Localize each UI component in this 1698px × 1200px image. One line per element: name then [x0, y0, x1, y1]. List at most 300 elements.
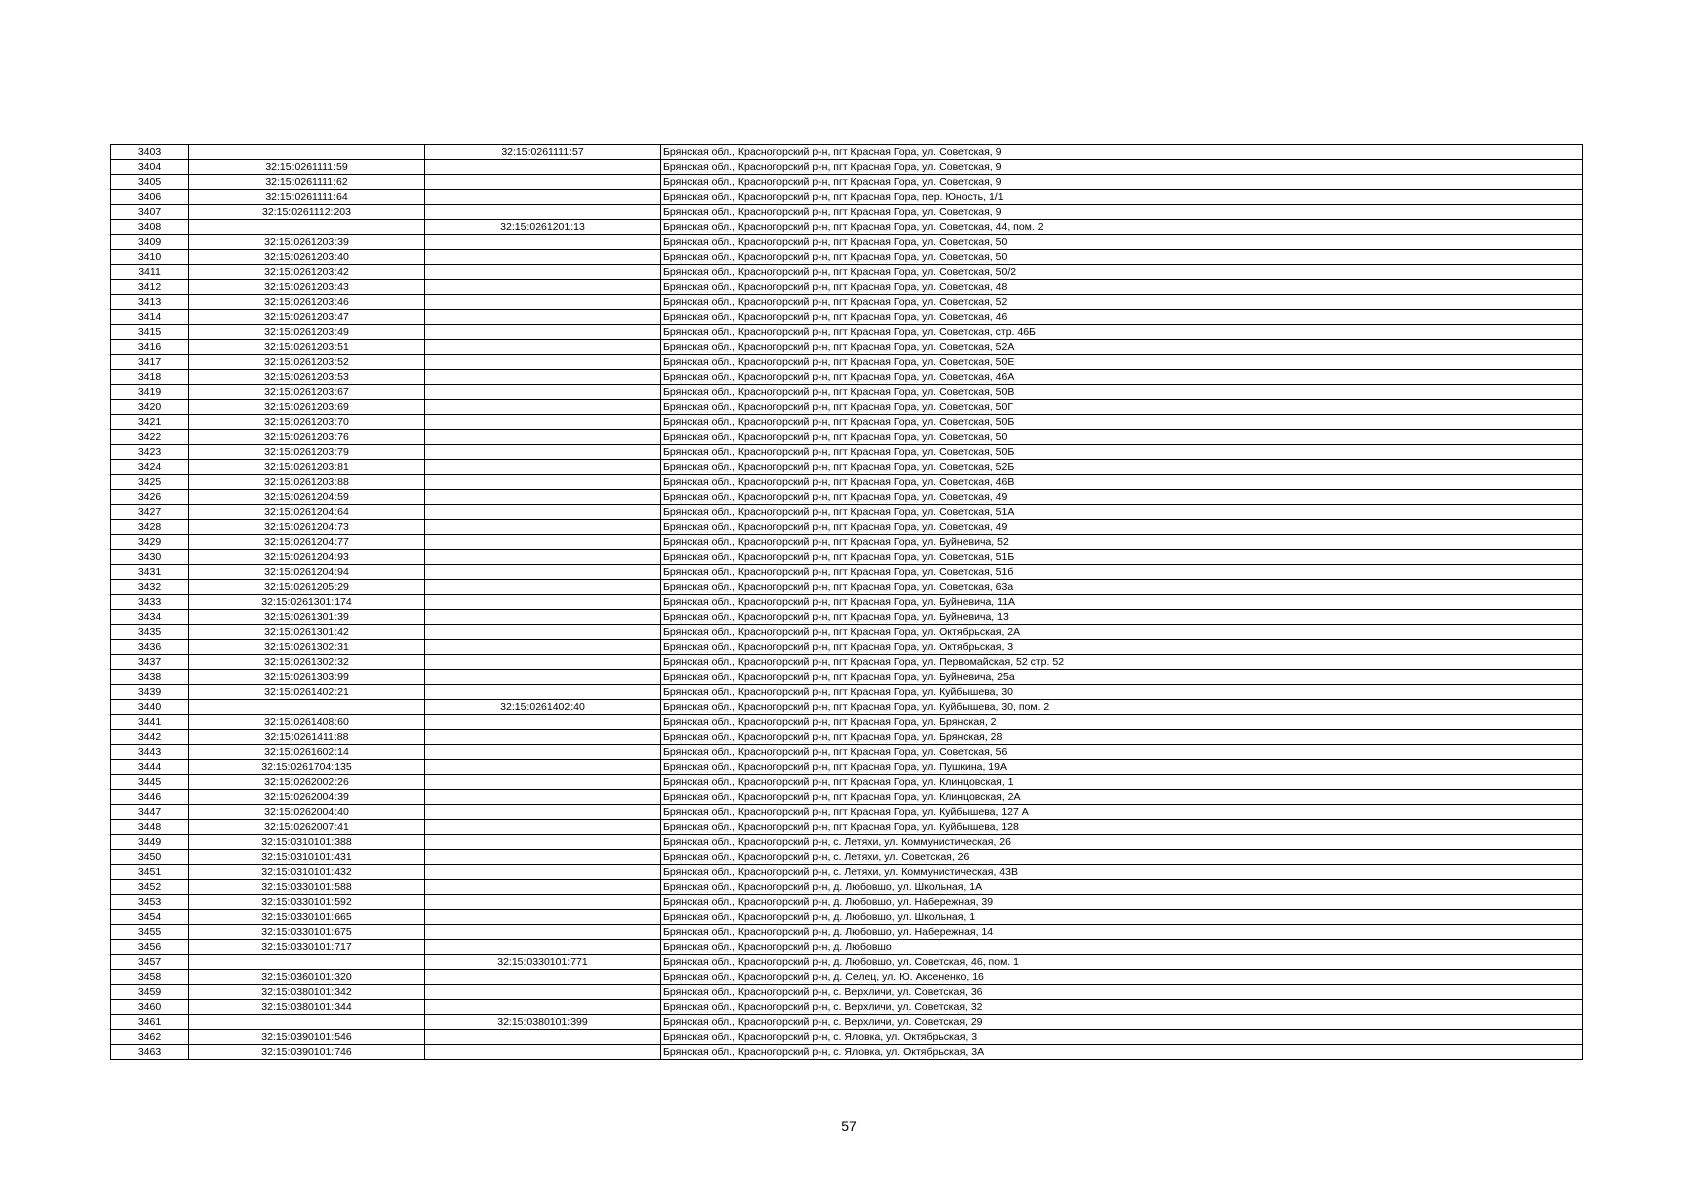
address-cell: Брянская обл., Красногорский р-н, пгт Красная Гора, ул. Советская, 50	[661, 250, 1583, 265]
row-number-cell: 3442	[111, 730, 189, 745]
object-cadastral-number-cell	[425, 760, 661, 775]
object-cadastral-number-cell	[425, 400, 661, 415]
row-number-cell: 3428	[111, 520, 189, 535]
object-cadastral-number-cell	[425, 595, 661, 610]
table-row	[111, 850, 1583, 865]
land-cadastral-number-cell	[189, 955, 425, 970]
land-cadastral-number-cell: 32:15:0262007:41	[189, 820, 425, 835]
page-number: 57	[841, 1118, 857, 1134]
address-cell: Брянская обл., Красногорский р-н, пгт Красная Гора, ул. Советская, 52А	[661, 340, 1583, 355]
table-row	[111, 430, 1583, 445]
table-row	[111, 1015, 1583, 1030]
table-row	[111, 205, 1583, 220]
table-row	[111, 370, 1583, 385]
object-cadastral-number-cell	[425, 925, 661, 940]
row-number-cell: 3444	[111, 760, 189, 775]
address-cell: Брянская обл., Красногорский р-н, пгт Красная Гора, ул. Первомайская, 52 стр. 52	[661, 655, 1583, 670]
address-cell: Брянская обл., Красногорский р-н, пгт Красная Гора, пер. Юность, 1/1	[661, 190, 1583, 205]
table-row	[111, 625, 1583, 640]
row-number-cell: 3405	[111, 175, 189, 190]
address-cell: Брянская обл., Красногорский р-н, с. Летяхи, ул. Коммунистическая, 43В	[661, 865, 1583, 880]
table-row	[111, 955, 1583, 970]
address-cell: Брянская обл., Красногорский р-н, д. Любовшо, ул. Советская, 46, пом. 1	[661, 955, 1583, 970]
table-row	[111, 460, 1583, 475]
table-row	[111, 385, 1583, 400]
table-row	[111, 805, 1583, 820]
table-row	[111, 520, 1583, 535]
address-cell: Брянская обл., Красногорский р-н, пгт Красная Гора, ул. Советская, 9	[661, 205, 1583, 220]
object-cadastral-number-cell: 32:15:0330101:771	[425, 955, 661, 970]
row-number-cell: 3439	[111, 685, 189, 700]
object-cadastral-number-cell	[425, 790, 661, 805]
row-number-cell: 3446	[111, 790, 189, 805]
table-row	[111, 190, 1583, 205]
address-cell: Брянская обл., Красногорский р-н, пгт Красная Гора, ул. Советская, 51б	[661, 565, 1583, 580]
land-cadastral-number-cell: 32:15:0261204:59	[189, 490, 425, 505]
address-cell: Брянская обл., Красногорский р-н, пгт Красная Гора, ул. Октябрьская, 2А	[661, 625, 1583, 640]
address-cell: Брянская обл., Красногорский р-н, пгт Красная Гора, ул. Буйневича, 13	[661, 610, 1583, 625]
land-cadastral-number-cell: 32:15:0261602:14	[189, 745, 425, 760]
object-cadastral-number-cell	[425, 505, 661, 520]
table-row	[111, 340, 1583, 355]
address-cell: Брянская обл., Красногорский р-н, пгт Красная Гора, ул. Советская, 46А	[661, 370, 1583, 385]
address-cell: Брянская обл., Красногорский р-н, пгт Красная Гора, ул. Буйневича, 11А	[661, 595, 1583, 610]
address-cell: Брянская обл., Красногорский р-н, с. Верхличи, ул. Советская, 32	[661, 1000, 1583, 1015]
land-cadastral-number-cell: 32:15:0261203:52	[189, 355, 425, 370]
address-cell: Брянская обл., Красногорский р-н, пгт Красная Гора, ул. Советская, 50Б	[661, 415, 1583, 430]
object-cadastral-number-cell	[425, 190, 661, 205]
land-cadastral-number-cell: 32:15:0261204:64	[189, 505, 425, 520]
table-row	[111, 310, 1583, 325]
row-number-cell: 3411	[111, 265, 189, 280]
object-cadastral-number-cell	[425, 535, 661, 550]
address-cell: Брянская обл., Красногорский р-н, с. Верхличи, ул. Советская, 29	[661, 1015, 1583, 1030]
object-cadastral-number-cell	[425, 895, 661, 910]
land-cadastral-number-cell: 32:15:0390101:546	[189, 1030, 425, 1045]
table-row	[111, 580, 1583, 595]
land-cadastral-number-cell: 32:15:0380101:342	[189, 985, 425, 1000]
land-cadastral-number-cell: 32:15:0261203:40	[189, 250, 425, 265]
table-row	[111, 355, 1583, 370]
address-cell: Брянская обл., Красногорский р-н, пгт Красная Гора, ул. Советская, 49	[661, 490, 1583, 505]
row-number-cell: 3409	[111, 235, 189, 250]
object-cadastral-number-cell: 32:15:0261201:13	[425, 220, 661, 235]
address-cell: Брянская обл., Красногорский р-н, пгт Красная Гора, ул. Куйбышева, 30, пом. 2	[661, 700, 1583, 715]
address-cell: Брянская обл., Красногорский р-н, д. Селец, ул. Ю. Аксененко, 16	[661, 970, 1583, 985]
row-number-cell: 3432	[111, 580, 189, 595]
land-cadastral-number-cell: 32:15:0261203:69	[189, 400, 425, 415]
object-cadastral-number-cell	[425, 415, 661, 430]
table-row	[111, 250, 1583, 265]
row-number-cell: 3461	[111, 1015, 189, 1030]
address-cell: Брянская обл., Красногорский р-н, пгт Красная Гора, ул. Советская, 50	[661, 430, 1583, 445]
row-number-cell: 3441	[111, 715, 189, 730]
row-number-cell: 3450	[111, 850, 189, 865]
table-row	[111, 880, 1583, 895]
row-number-cell: 3404	[111, 160, 189, 175]
address-cell: Брянская обл., Красногорский р-н, д. Любовшо	[661, 940, 1583, 955]
table-row	[111, 295, 1583, 310]
land-cadastral-number-cell	[189, 220, 425, 235]
table-row	[111, 595, 1583, 610]
object-cadastral-number-cell	[425, 820, 661, 835]
object-cadastral-number-cell	[425, 910, 661, 925]
row-number-cell: 3423	[111, 445, 189, 460]
address-cell: Брянская обл., Красногорский р-н, пгт Красная Гора, ул. Советская, 50	[661, 235, 1583, 250]
table-row	[111, 700, 1583, 715]
address-cell: Брянская обл., Красногорский р-н, пгт Красная Гора, ул. Советская, 48	[661, 280, 1583, 295]
address-cell: Брянская обл., Красногорский р-н, пгт Красная Гора, ул. Клинцовская, 1	[661, 775, 1583, 790]
address-cell: Брянская обл., Красногорский р-н, с. Летяхи, ул. Коммунистическая, 26	[661, 835, 1583, 850]
row-number-cell: 3413	[111, 295, 189, 310]
object-cadastral-number-cell	[425, 265, 661, 280]
address-cell: Брянская обл., Красногорский р-н, пгт Красная Гора, ул. Куйбышева, 127 А	[661, 805, 1583, 820]
object-cadastral-number-cell	[425, 235, 661, 250]
object-cadastral-number-cell	[425, 370, 661, 385]
object-cadastral-number-cell	[425, 280, 661, 295]
table-body	[111, 145, 1583, 1060]
table-row	[111, 985, 1583, 1000]
land-cadastral-number-cell: 32:15:0261203:49	[189, 325, 425, 340]
address-cell: Брянская обл., Красногорский р-н, пгт Красная Гора, ул. Советская, 46В	[661, 475, 1583, 490]
object-cadastral-number-cell	[425, 775, 661, 790]
row-number-cell: 3431	[111, 565, 189, 580]
row-number-cell: 3416	[111, 340, 189, 355]
object-cadastral-number-cell	[425, 460, 661, 475]
table-row	[111, 610, 1583, 625]
land-cadastral-number-cell: 32:15:0261203:88	[189, 475, 425, 490]
address-cell: Брянская обл., Красногорский р-н, пгт Красная Гора, ул. Брянская, 2	[661, 715, 1583, 730]
table-row	[111, 790, 1583, 805]
object-cadastral-number-cell	[425, 685, 661, 700]
table-row	[111, 940, 1583, 955]
land-cadastral-number-cell: 32:15:0261203:81	[189, 460, 425, 475]
object-cadastral-number-cell	[425, 1030, 661, 1045]
row-number-cell: 3458	[111, 970, 189, 985]
row-number-cell: 3422	[111, 430, 189, 445]
row-number-cell: 3455	[111, 925, 189, 940]
land-cadastral-number-cell: 32:15:0390101:746	[189, 1045, 425, 1060]
object-cadastral-number-cell	[425, 865, 661, 880]
address-cell: Брянская обл., Красногорский р-н, пгт Красная Гора, ул. Советская, 44, пом. 2	[661, 220, 1583, 235]
land-cadastral-number-cell: 32:15:0261203:76	[189, 430, 425, 445]
table-row	[111, 220, 1583, 235]
object-cadastral-number-cell	[425, 490, 661, 505]
address-cell: Брянская обл., Красногорский р-н, пгт Красная Гора, ул. Куйбышева, 128	[661, 820, 1583, 835]
land-cadastral-number-cell: 32:15:0261111:64	[189, 190, 425, 205]
address-cell: Брянская обл., Красногорский р-н, д. Любовшо, ул. Школьная, 1А	[661, 880, 1583, 895]
address-cell: Брянская обл., Красногорский р-н, пгт Красная Гора, ул. Буйневича, 52	[661, 535, 1583, 550]
object-cadastral-number-cell	[425, 475, 661, 490]
land-cadastral-number-cell: 32:15:0261204:93	[189, 550, 425, 565]
object-cadastral-number-cell: 32:15:0380101:399	[425, 1015, 661, 1030]
land-cadastral-number-cell: 32:15:0261203:47	[189, 310, 425, 325]
row-number-cell: 3462	[111, 1030, 189, 1045]
row-number-cell: 3435	[111, 625, 189, 640]
address-cell: Брянская обл., Красногорский р-н, пгт Красная Гора, ул. Советская, 46	[661, 310, 1583, 325]
table-row	[111, 445, 1583, 460]
table-row	[111, 550, 1583, 565]
land-cadastral-number-cell: 32:15:0261203:79	[189, 445, 425, 460]
row-number-cell: 3403	[111, 145, 189, 160]
object-cadastral-number-cell	[425, 340, 661, 355]
table-row	[111, 235, 1583, 250]
address-cell: Брянская обл., Красногорский р-н, д. Любовшо, ул. Набережная, 39	[661, 895, 1583, 910]
land-cadastral-number-cell: 32:15:0330101:675	[189, 925, 425, 940]
row-number-cell: 3414	[111, 310, 189, 325]
row-number-cell: 3426	[111, 490, 189, 505]
row-number-cell: 3445	[111, 775, 189, 790]
land-cadastral-number-cell: 32:15:0261402:21	[189, 685, 425, 700]
row-number-cell: 3406	[111, 190, 189, 205]
table-row	[111, 475, 1583, 490]
object-cadastral-number-cell	[425, 580, 661, 595]
land-cadastral-number-cell: 32:15:0261204:73	[189, 520, 425, 535]
land-cadastral-number-cell: 32:15:0261203:46	[189, 295, 425, 310]
land-cadastral-number-cell: 32:15:0360101:320	[189, 970, 425, 985]
land-cadastral-number-cell: 32:15:0261205:29	[189, 580, 425, 595]
object-cadastral-number-cell	[425, 310, 661, 325]
row-number-cell: 3419	[111, 385, 189, 400]
land-cadastral-number-cell: 32:15:0380101:344	[189, 1000, 425, 1015]
row-number-cell: 3451	[111, 865, 189, 880]
land-cadastral-number-cell: 32:15:0261204:77	[189, 535, 425, 550]
land-cadastral-number-cell: 32:15:0261411:88	[189, 730, 425, 745]
address-cell: Брянская обл., Красногорский р-н, с. Верхличи, ул. Советская, 36	[661, 985, 1583, 1000]
row-number-cell: 3410	[111, 250, 189, 265]
object-cadastral-number-cell	[425, 715, 661, 730]
object-cadastral-number-cell	[425, 430, 661, 445]
address-cell: Брянская обл., Красногорский р-н, пгт Красная Гора, ул. Советская, 49	[661, 520, 1583, 535]
land-cadastral-number-cell: 32:15:0330101:717	[189, 940, 425, 955]
table-row	[111, 505, 1583, 520]
property-table	[110, 144, 1583, 1060]
table-row	[111, 910, 1583, 925]
address-cell: Брянская обл., Красногорский р-н, пгт Красная Гора, ул. Брянская, 28	[661, 730, 1583, 745]
land-cadastral-number-cell: 32:15:0262002:26	[189, 775, 425, 790]
table-row	[111, 415, 1583, 430]
land-cadastral-number-cell: 32:15:0261203:42	[189, 265, 425, 280]
address-cell: Брянская обл., Красногорский р-н, пгт Красная Гора, ул. Советская, 50Е	[661, 355, 1583, 370]
address-cell: Брянская обл., Красногорский р-н, с. Яловка, ул. Октябрьская, 3	[661, 1030, 1583, 1045]
land-cadastral-number-cell: 32:15:0261302:31	[189, 640, 425, 655]
land-cadastral-number-cell: 32:15:0261203:43	[189, 280, 425, 295]
land-cadastral-number-cell: 32:15:0261203:39	[189, 235, 425, 250]
row-number-cell: 3459	[111, 985, 189, 1000]
row-number-cell: 3424	[111, 460, 189, 475]
table-row	[111, 640, 1583, 655]
table-row	[111, 655, 1583, 670]
table-row	[111, 490, 1583, 505]
land-cadastral-number-cell: 32:15:0310101:431	[189, 850, 425, 865]
row-number-cell: 3408	[111, 220, 189, 235]
table-row	[111, 1030, 1583, 1045]
table-row	[111, 685, 1583, 700]
address-cell: Брянская обл., Красногорский р-н, пгт Красная Гора, ул. Буйневича, 25а	[661, 670, 1583, 685]
row-number-cell: 3438	[111, 670, 189, 685]
object-cadastral-number-cell	[425, 985, 661, 1000]
table-row	[111, 760, 1583, 775]
row-number-cell: 3421	[111, 415, 189, 430]
land-cadastral-number-cell	[189, 145, 425, 160]
land-cadastral-number-cell: 32:15:0330101:665	[189, 910, 425, 925]
object-cadastral-number-cell	[425, 1000, 661, 1015]
table-row	[111, 265, 1583, 280]
row-number-cell: 3433	[111, 595, 189, 610]
row-number-cell: 3430	[111, 550, 189, 565]
land-cadastral-number-cell: 32:15:0261704:135	[189, 760, 425, 775]
object-cadastral-number-cell	[425, 745, 661, 760]
table-row	[111, 820, 1583, 835]
row-number-cell: 3449	[111, 835, 189, 850]
table-row	[111, 565, 1583, 580]
object-cadastral-number-cell	[425, 445, 661, 460]
table-row	[111, 1045, 1583, 1060]
table-row	[111, 670, 1583, 685]
address-cell: Брянская обл., Красногорский р-н, д. Любовшо, ул. Набережная, 14	[661, 925, 1583, 940]
object-cadastral-number-cell	[425, 325, 661, 340]
object-cadastral-number-cell	[425, 520, 661, 535]
address-cell: Брянская обл., Красногорский р-н, пгт Красная Гора, ул. Советская, 52Б	[661, 460, 1583, 475]
land-cadastral-number-cell	[189, 1015, 425, 1030]
object-cadastral-number-cell: 32:15:0261402:40	[425, 700, 661, 715]
object-cadastral-number-cell	[425, 160, 661, 175]
address-cell: Брянская обл., Красногорский р-н, пгт Красная Гора, ул. Советская, 50Г	[661, 400, 1583, 415]
address-cell: Брянская обл., Красногорский р-н, пгт Красная Гора, ул. Советская, 9	[661, 145, 1583, 160]
object-cadastral-number-cell: 32:15:0261111:57	[425, 145, 661, 160]
land-cadastral-number-cell: 32:15:0330101:588	[189, 880, 425, 895]
row-number-cell: 3454	[111, 910, 189, 925]
table-row	[111, 835, 1583, 850]
table-row	[111, 325, 1583, 340]
table-row	[111, 745, 1583, 760]
table-row	[111, 730, 1583, 745]
table-row	[111, 175, 1583, 190]
row-number-cell: 3443	[111, 745, 189, 760]
object-cadastral-number-cell	[425, 355, 661, 370]
row-number-cell: 3412	[111, 280, 189, 295]
table-row	[111, 865, 1583, 880]
object-cadastral-number-cell	[425, 940, 661, 955]
address-cell: Брянская обл., Красногорский р-н, пгт Красная Гора, ул. Советская, 63а	[661, 580, 1583, 595]
address-cell: Брянская обл., Красногорский р-н, д. Любовшо, ул. Школьная, 1	[661, 910, 1583, 925]
object-cadastral-number-cell	[425, 640, 661, 655]
row-number-cell: 3440	[111, 700, 189, 715]
row-number-cell: 3417	[111, 355, 189, 370]
land-cadastral-number-cell	[189, 700, 425, 715]
land-cadastral-number-cell: 32:15:0261112:203	[189, 205, 425, 220]
row-number-cell: 3437	[111, 655, 189, 670]
land-cadastral-number-cell: 32:15:0310101:388	[189, 835, 425, 850]
object-cadastral-number-cell	[425, 610, 661, 625]
land-cadastral-number-cell: 32:15:0261111:62	[189, 175, 425, 190]
table-row	[111, 145, 1583, 160]
row-number-cell: 3460	[111, 1000, 189, 1015]
address-cell: Брянская обл., Красногорский р-н, пгт Красная Гора, ул. Советская, 52	[661, 295, 1583, 310]
address-cell: Брянская обл., Красногорский р-н, пгт Красная Гора, ул. Советская, 51Б	[661, 550, 1583, 565]
address-cell: Брянская обл., Красногорский р-н, пгт Красная Гора, ул. Пушкина, 19А	[661, 760, 1583, 775]
table-row	[111, 715, 1583, 730]
address-cell: Брянская обл., Красногорский р-н, пгт Красная Гора, ул. Советская, 9	[661, 175, 1583, 190]
table-row	[111, 400, 1583, 415]
address-cell: Брянская обл., Красногорский р-н, пгт Красная Гора, ул. Советская, 50В	[661, 385, 1583, 400]
object-cadastral-number-cell	[425, 550, 661, 565]
row-number-cell: 3429	[111, 535, 189, 550]
table-row	[111, 160, 1583, 175]
row-number-cell: 3463	[111, 1045, 189, 1060]
land-cadastral-number-cell: 32:15:0262004:40	[189, 805, 425, 820]
row-number-cell: 3415	[111, 325, 189, 340]
land-cadastral-number-cell: 32:15:0310101:432	[189, 865, 425, 880]
row-number-cell: 3407	[111, 205, 189, 220]
address-cell: Брянская обл., Красногорский р-н, пгт Красная Гора, ул. Клинцовская, 2А	[661, 790, 1583, 805]
table-row	[111, 895, 1583, 910]
object-cadastral-number-cell	[425, 205, 661, 220]
land-cadastral-number-cell: 32:15:0261111:59	[189, 160, 425, 175]
object-cadastral-number-cell	[425, 880, 661, 895]
land-cadastral-number-cell: 32:15:0261302:32	[189, 655, 425, 670]
land-cadastral-number-cell: 32:15:0261203:70	[189, 415, 425, 430]
table-row	[111, 970, 1583, 985]
address-cell: Брянская обл., Красногорский р-н, пгт Красная Гора, ул. Советская, 50Б	[661, 445, 1583, 460]
object-cadastral-number-cell	[425, 1045, 661, 1060]
object-cadastral-number-cell	[425, 655, 661, 670]
row-number-cell: 3418	[111, 370, 189, 385]
land-cadastral-number-cell: 32:15:0261408:60	[189, 715, 425, 730]
address-cell: Брянская обл., Красногорский р-н, с. Яловка, ул. Октябрьская, 3А	[661, 1045, 1583, 1060]
land-cadastral-number-cell: 32:15:0261301:42	[189, 625, 425, 640]
object-cadastral-number-cell	[425, 850, 661, 865]
land-cadastral-number-cell: 32:15:0261204:94	[189, 565, 425, 580]
table-row	[111, 280, 1583, 295]
object-cadastral-number-cell	[425, 970, 661, 985]
row-number-cell: 3436	[111, 640, 189, 655]
address-cell: Брянская обл., Красногорский р-н, пгт Красная Гора, ул. Советская, 51А	[661, 505, 1583, 520]
address-cell: Брянская обл., Красногорский р-н, пгт Красная Гора, ул. Советская, 56	[661, 745, 1583, 760]
object-cadastral-number-cell	[425, 175, 661, 190]
table-row	[111, 925, 1583, 940]
land-cadastral-number-cell: 32:15:0261301:39	[189, 610, 425, 625]
land-cadastral-number-cell: 32:15:0261301:174	[189, 595, 425, 610]
address-cell: Брянская обл., Красногорский р-н, пгт Красная Гора, ул. Советская, 50/2	[661, 265, 1583, 280]
object-cadastral-number-cell	[425, 295, 661, 310]
row-number-cell: 3447	[111, 805, 189, 820]
land-cadastral-number-cell: 32:15:0261203:53	[189, 370, 425, 385]
table-row	[111, 1000, 1583, 1015]
address-cell: Брянская обл., Красногорский р-н, с. Летяхи, ул. Советская, 26	[661, 850, 1583, 865]
land-cadastral-number-cell: 32:15:0261203:51	[189, 340, 425, 355]
address-cell: Брянская обл., Красногорский р-н, пгт Красная Гора, ул. Октябрьская, 3	[661, 640, 1583, 655]
land-cadastral-number-cell: 32:15:0262004:39	[189, 790, 425, 805]
address-cell: Брянская обл., Красногорский р-н, пгт Красная Гора, ул. Куйбышева, 30	[661, 685, 1583, 700]
row-number-cell: 3427	[111, 505, 189, 520]
object-cadastral-number-cell	[425, 250, 661, 265]
table-row	[111, 535, 1583, 550]
row-number-cell: 3453	[111, 895, 189, 910]
object-cadastral-number-cell	[425, 730, 661, 745]
row-number-cell: 3434	[111, 610, 189, 625]
row-number-cell: 3457	[111, 955, 189, 970]
address-cell: Брянская обл., Красногорский р-н, пгт Красная Гора, ул. Советская, стр. 46Б	[661, 325, 1583, 340]
row-number-cell: 3448	[111, 820, 189, 835]
land-cadastral-number-cell: 32:15:0261203:67	[189, 385, 425, 400]
row-number-cell: 3456	[111, 940, 189, 955]
row-number-cell: 3452	[111, 880, 189, 895]
row-number-cell: 3420	[111, 400, 189, 415]
land-cadastral-number-cell: 32:15:0261303:99	[189, 670, 425, 685]
address-cell: Брянская обл., Красногорский р-н, пгт Красная Гора, ул. Советская, 9	[661, 160, 1583, 175]
object-cadastral-number-cell	[425, 625, 661, 640]
